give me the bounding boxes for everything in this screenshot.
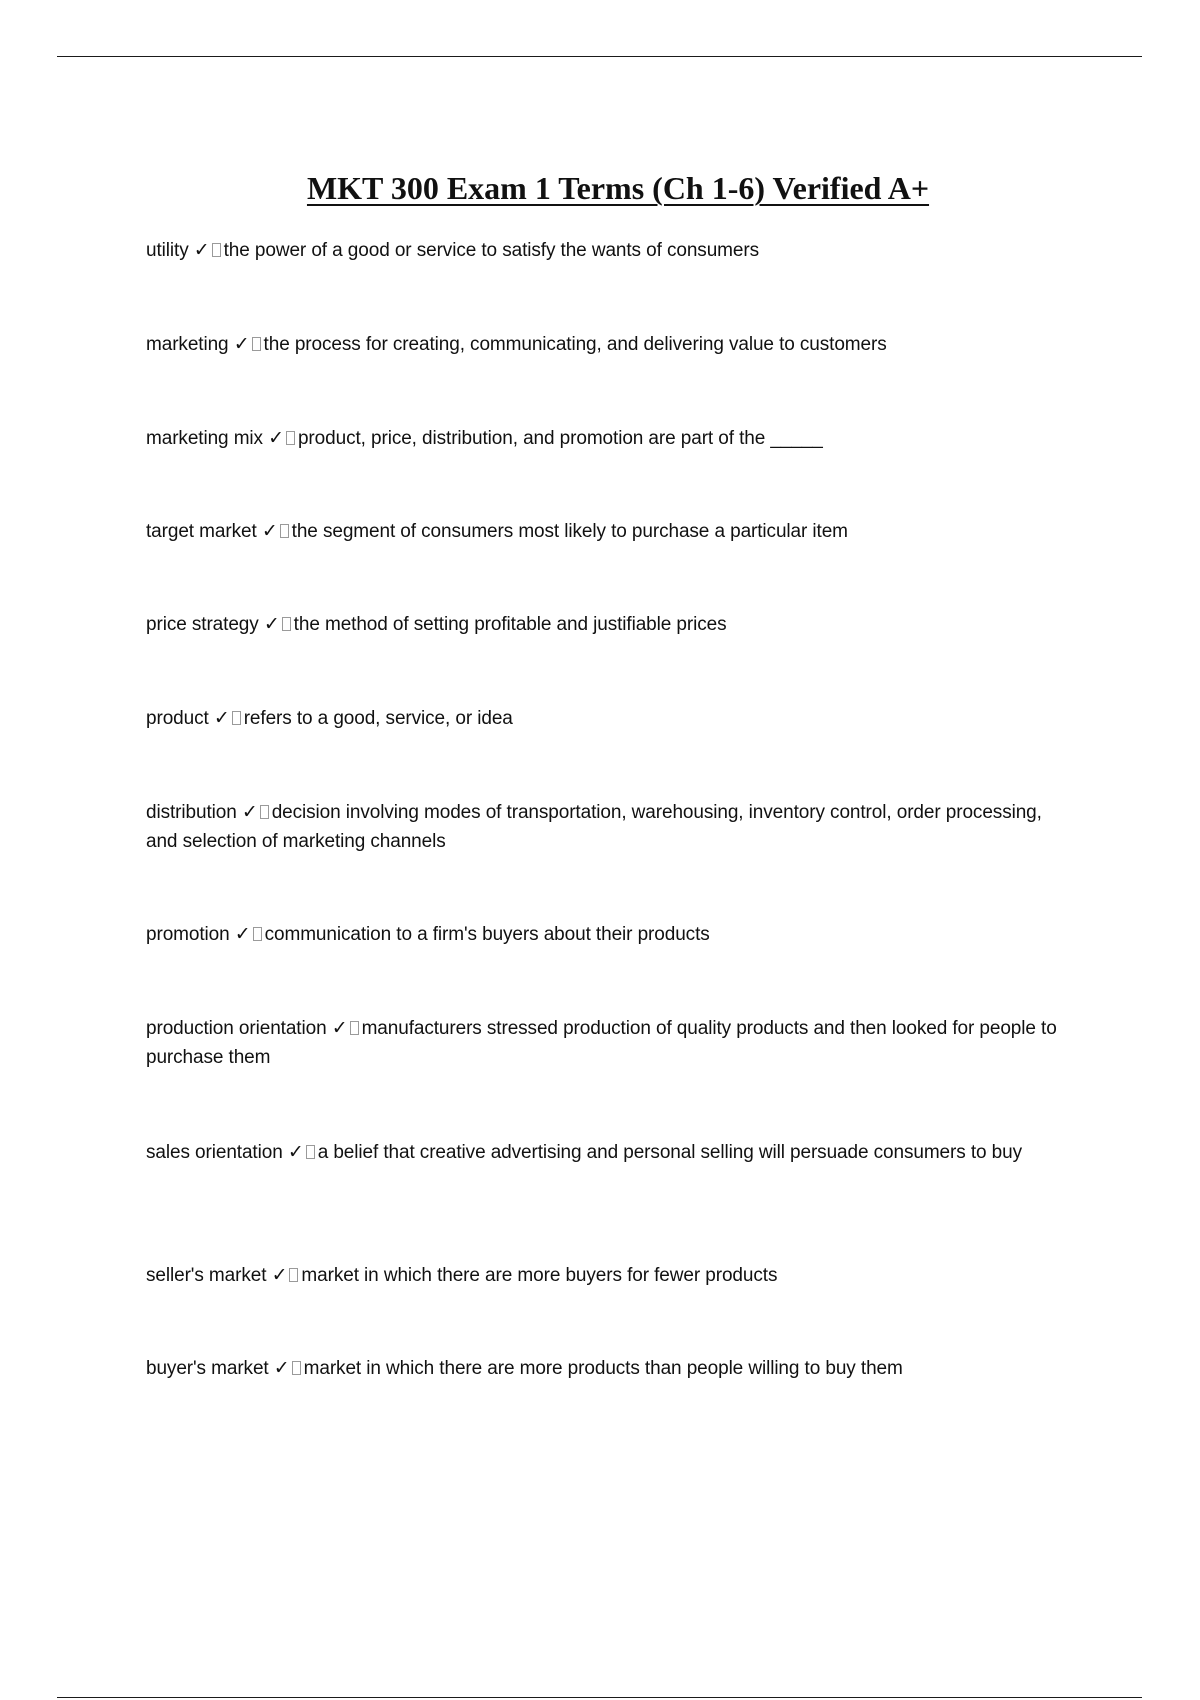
missing-glyph-box [350,1021,359,1035]
check-icon: ✓ [193,239,210,261]
term-entry [146,517,1076,546]
term-name: product [146,708,209,729]
term-definition: decision involving modes of transportation, warehousing, inventory control, order processing, and selection of marketing channels [146,802,1042,852]
term-entry [146,610,1076,639]
missing-glyph-box [292,1361,301,1375]
term-definition: the process for creating, communicating, and delivering value to customers [263,334,887,355]
term-name: utility [146,240,189,261]
check-icon: ✓ [241,801,258,823]
term-definition: refers to a good, service, or idea [243,708,513,729]
check-icon: ✓ [234,923,251,945]
check-icon: ✓ [233,333,250,355]
term-entry [146,920,1076,949]
term-name: price strategy [146,614,259,635]
missing-glyph-box [260,805,269,819]
term-name: sales orientation [146,1142,283,1163]
term-entry [146,236,1076,265]
term-entry [146,330,1076,359]
document-title: MKT 300 Exam 1 Terms (Ch 1-6) Verified A+ [306,170,930,206]
check-icon: ✓ [271,1264,288,1286]
term-name: seller's market [146,1265,267,1286]
term-entry [146,798,1076,856]
missing-glyph-box [289,1268,298,1282]
term-name: marketing mix [146,428,263,449]
check-icon: ✓ [268,427,284,449]
missing-glyph-box [212,243,221,257]
term-definition: manufacturers stressed production of quality products and then looked for people to purchase them [146,1018,1057,1068]
missing-glyph-box [306,1145,315,1159]
term-definition: the power of a good or service to satisfy the wants of consumers [223,240,759,261]
missing-glyph-box [280,524,289,538]
term-entry [146,1354,1076,1383]
term-definition: the method of setting profitable and justifiable prices [293,614,727,635]
check-icon: ✓ [213,707,230,729]
term-name: distribution [146,802,237,823]
term-definition: product, price, distribution, and promotion are part of the _____ [297,428,823,449]
missing-glyph-box [286,431,295,445]
term-name: promotion [146,924,230,945]
check-icon: ✓ [261,520,278,542]
footer-rule [57,1697,1142,1698]
term-name: buyer's market [146,1358,269,1379]
check-icon: ✓ [331,1017,348,1039]
term-entry [146,1261,1076,1290]
term-entry [146,1014,1076,1072]
header-rule [57,56,1142,57]
term-name: target market [146,521,257,542]
term-entry [146,1138,1076,1167]
missing-glyph-box [253,927,262,941]
term-entry [146,704,1076,733]
term-definition: market in which there are more products than people willing to buy them [303,1358,903,1379]
term-definition: market in which there are more buyers for fewer products [301,1265,778,1286]
term-entry [146,424,1076,453]
term-definition: the segment of consumers most likely to purchase a particular item [291,521,848,542]
check-icon: ✓ [263,613,280,635]
missing-glyph-box [232,711,241,725]
check-icon: ✓ [287,1141,304,1163]
term-name: production orientation [146,1018,327,1039]
missing-glyph-box [252,337,261,351]
term-definition: communication to a firm's buyers about their products [264,924,710,945]
check-icon: ✓ [273,1357,290,1379]
term-definition: a belief that creative advertising and personal selling will persuade consumers to buy [317,1142,1022,1163]
missing-glyph-box [282,617,291,631]
term-name: marketing [146,334,229,355]
